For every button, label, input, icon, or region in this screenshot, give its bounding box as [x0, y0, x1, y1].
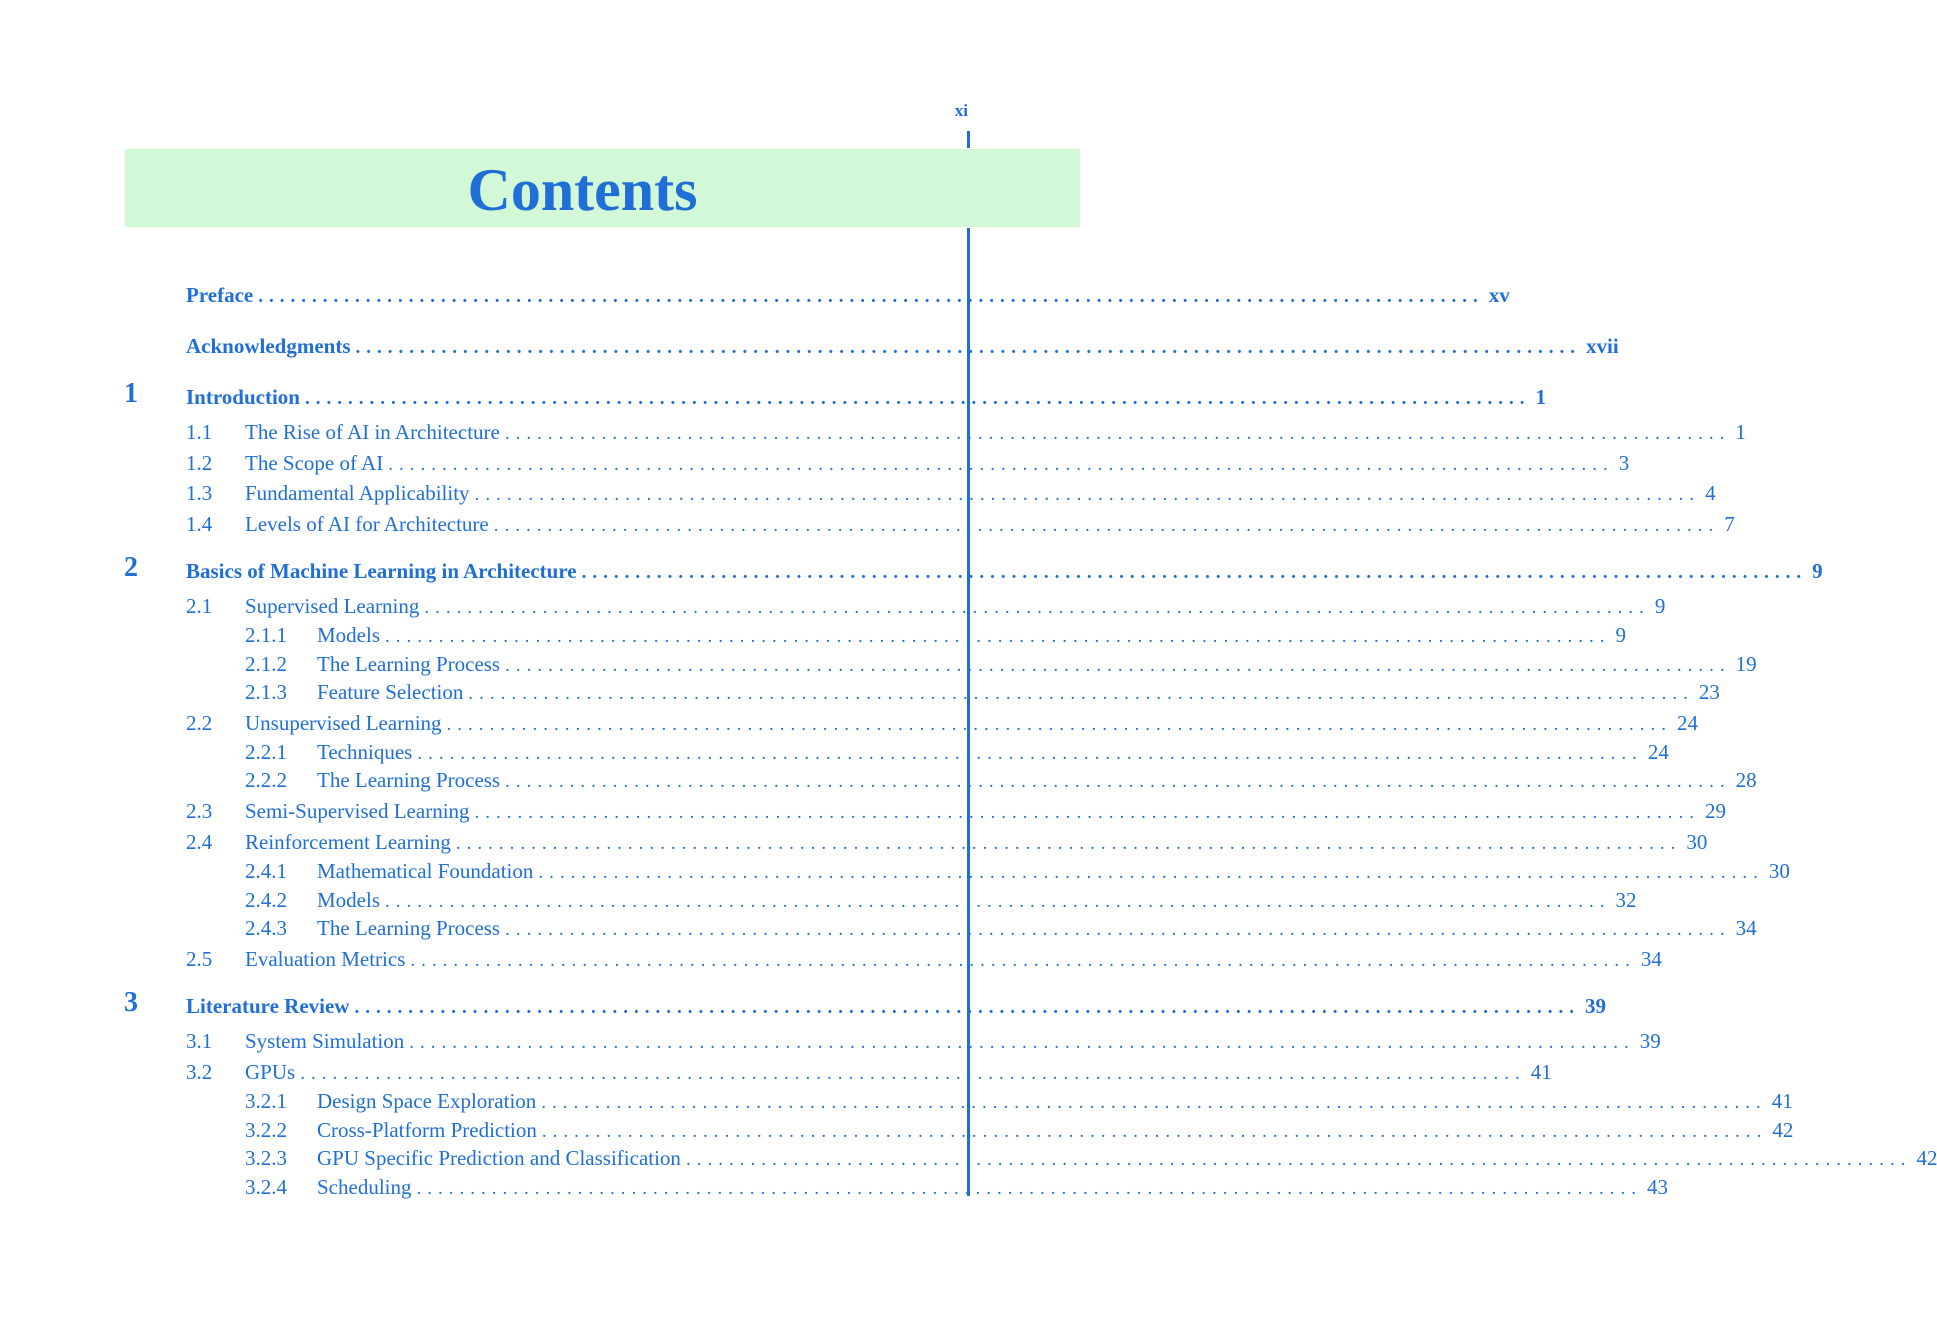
- entry-page: 28: [1735, 768, 1757, 792]
- toc-chapter-1[interactable]: [0, 378, 1546, 416]
- subsection-title: Models: [317, 888, 380, 912]
- section-title: System Simulation: [245, 1029, 405, 1053]
- dot-leader: ..................................................................................................................: [409, 1032, 1635, 1053]
- dot-leader: ..................................................................................................................: [541, 1121, 1768, 1142]
- dot-leader: ..................................................................................................................: [258, 286, 1484, 307]
- entry-page: 7: [1724, 512, 1735, 536]
- dot-leader: ..................................................................................................................: [355, 337, 1582, 358]
- entry-page: 39: [1584, 994, 1606, 1018]
- section-number: 3.1: [186, 1029, 213, 1053]
- section-title: Evaluation Metrics: [245, 947, 406, 971]
- section-title: The Rise of AI in Architecture: [245, 420, 500, 444]
- entry-page: 30: [1686, 830, 1708, 854]
- section-number: 3.2: [186, 1060, 213, 1084]
- section-title: Semi-Supervised Learning: [245, 799, 470, 823]
- chapter-number: 1: [124, 378, 138, 409]
- entry-page: 30: [1768, 859, 1790, 883]
- entry-page: 3: [1618, 451, 1630, 475]
- entry-page: 42: [1916, 1146, 1937, 1170]
- entry-page: 29: [1705, 799, 1727, 823]
- dot-leader: ..................................................................................................................: [538, 862, 1764, 883]
- entry-label: Acknowledgments: [186, 334, 351, 358]
- margin-rule-top: [967, 131, 970, 148]
- section-number: 2.3: [186, 799, 213, 823]
- subsection-number: 2.1.3: [245, 680, 287, 704]
- subsection-title: Mathematical Foundation: [317, 859, 534, 883]
- subsection-number: 3.2.2: [245, 1118, 287, 1142]
- entry-page: 9: [1615, 623, 1626, 647]
- section-title: The Scope of AI: [245, 451, 384, 475]
- dot-leader: ..................................................................................................................: [417, 743, 1643, 764]
- subsection-title: Cross-Platform Prediction: [317, 1118, 537, 1142]
- entry-page: 24: [1647, 740, 1669, 764]
- toc-section[interactable]: [0, 478, 1716, 512]
- dot-leader: ..................................................................................................................: [474, 484, 1701, 505]
- toc-subsection[interactable]: [0, 1172, 1668, 1206]
- dot-leader: ..................................................................................................................: [410, 950, 1636, 971]
- dot-leader: ..................................................................................................................: [541, 1092, 1767, 1113]
- subsection-number: 3.2.3: [245, 1146, 287, 1170]
- subsection-number: 2.4.1: [245, 859, 287, 883]
- entry-page: 34: [1735, 916, 1757, 940]
- entry-page: 41: [1771, 1089, 1793, 1113]
- chapter-number: 3: [124, 987, 138, 1018]
- subsection-number: 2.2.2: [245, 768, 287, 792]
- page-number: xi: [954, 101, 968, 120]
- entry-page: 42: [1772, 1118, 1794, 1142]
- subsection-title: The Learning Process: [317, 916, 501, 940]
- toc-section[interactable]: [0, 1026, 1661, 1060]
- entry-page: 23: [1698, 680, 1720, 704]
- toc-chapter-3[interactable]: [0, 987, 1606, 1025]
- section-number: 1.2: [186, 451, 213, 475]
- toc-section[interactable]: [0, 944, 1662, 978]
- subsection-title: Models: [317, 623, 380, 647]
- dot-leader: ..................................................................................................................: [300, 1063, 1526, 1084]
- dot-leader: ..................................................................................................................: [388, 454, 1614, 475]
- section-title: Levels of AI for Architecture: [245, 512, 489, 536]
- subsection-number: 3.2.1: [245, 1089, 287, 1113]
- dot-leader: ..................................................................................................................: [685, 1149, 1912, 1170]
- dot-leader: ..................................................................................................................: [493, 515, 1720, 536]
- toc-section[interactable]: [0, 796, 1727, 830]
- dot-leader: ..................................................................................................................: [424, 597, 1650, 618]
- entry-page: 1: [1735, 420, 1746, 444]
- toc-subsection[interactable]: [0, 913, 1757, 947]
- page-title: Contents: [467, 157, 698, 223]
- entry-page: 9: [1654, 594, 1666, 618]
- entry-page: 9: [1812, 559, 1823, 583]
- chapter-title: Introduction: [186, 385, 300, 409]
- dot-leader: ..................................................................................................................: [354, 997, 1580, 1018]
- chapter-title: Literature Review: [186, 994, 350, 1018]
- section-title: GPUs: [245, 1060, 296, 1084]
- subsection-number: 2.4.3: [245, 916, 287, 940]
- toc-section[interactable]: [0, 509, 1735, 543]
- toc-chapter-2[interactable]: [0, 552, 1823, 590]
- entry-page: xv: [1488, 283, 1510, 307]
- subsection-title: Scheduling: [317, 1175, 412, 1199]
- section-title: Reinforcement Learning: [245, 830, 451, 854]
- subsection-number: 2.1.2: [245, 652, 287, 676]
- entry-page: 1: [1535, 385, 1546, 409]
- dot-leader: ..................................................................................................................: [385, 891, 1611, 912]
- section-number: 2.4: [186, 830, 213, 854]
- section-number: 1.3: [186, 481, 213, 505]
- subsection-title: The Learning Process: [317, 768, 501, 792]
- entry-page: 4: [1705, 481, 1716, 505]
- entry-page: 43: [1647, 1175, 1668, 1199]
- dot-leader: ..................................................................................................................: [505, 919, 1731, 940]
- toc-entry-acknowledgments[interactable]: [0, 331, 1619, 365]
- dot-leader: ..................................................................................................................: [505, 655, 1731, 676]
- subsection-title: Design Space Exploration: [317, 1089, 537, 1113]
- section-number: 2.2: [186, 711, 213, 735]
- chapter-title: Basics of Machine Learning in Architecture: [186, 559, 577, 583]
- entry-page: 34: [1640, 947, 1662, 971]
- section-title: Fundamental Applicability: [245, 481, 470, 505]
- subsection-number: 3.2.4: [245, 1175, 287, 1199]
- dot-leader: ..................................................................................................................: [455, 833, 1682, 854]
- toc-subsection[interactable]: [0, 677, 1720, 711]
- toc-subsection[interactable]: [0, 765, 1757, 799]
- dot-leader: ..................................................................................................................: [416, 1178, 1642, 1199]
- dot-leader: ..................................................................................................................: [504, 423, 1731, 444]
- subsection-title: Feature Selection: [317, 680, 464, 704]
- subsection-number: 2.1.1: [245, 623, 287, 647]
- dot-leader: ..................................................................................................................: [446, 714, 1673, 735]
- section-title: Supervised Learning: [245, 594, 420, 618]
- subsection-title: The Learning Process: [317, 652, 501, 676]
- dot-leader: ..................................................................................................................: [505, 771, 1731, 792]
- section-number: 2.5: [186, 947, 213, 971]
- section-title: Unsupervised Learning: [245, 711, 442, 735]
- title-banner: [125, 149, 1080, 227]
- section-number: 1.4: [186, 512, 213, 536]
- subsection-number: 2.4.2: [245, 888, 287, 912]
- dot-leader: ..................................................................................................................: [468, 683, 1694, 704]
- dot-leader: ..................................................................................................................: [385, 626, 1611, 647]
- section-number: 1.1: [186, 420, 213, 444]
- entry-page: 32: [1615, 888, 1637, 912]
- toc-section[interactable]: [0, 448, 1630, 482]
- entry-page: 41: [1530, 1060, 1552, 1084]
- entry-page: 19: [1735, 652, 1757, 676]
- dot-leader: ..................................................................................................................: [474, 802, 1701, 823]
- entry-page: xvii: [1586, 334, 1619, 358]
- subsection-title: Techniques: [317, 740, 413, 764]
- section-number: 2.1: [186, 594, 213, 618]
- dot-leader: ..................................................................................................................: [581, 562, 1808, 583]
- entry-page: 24: [1677, 711, 1699, 735]
- entry-label: Preface: [186, 283, 254, 307]
- dot-leader: ..................................................................................................................: [304, 388, 1531, 409]
- chapter-number: 2: [124, 552, 138, 583]
- subsection-title: GPU Specific Prediction and Classification: [317, 1146, 681, 1170]
- entry-page: 39: [1639, 1029, 1661, 1053]
- subsection-number: 2.2.1: [245, 740, 287, 764]
- toc-section[interactable]: [0, 417, 1746, 451]
- toc-entry-preface[interactable]: [0, 280, 1510, 314]
